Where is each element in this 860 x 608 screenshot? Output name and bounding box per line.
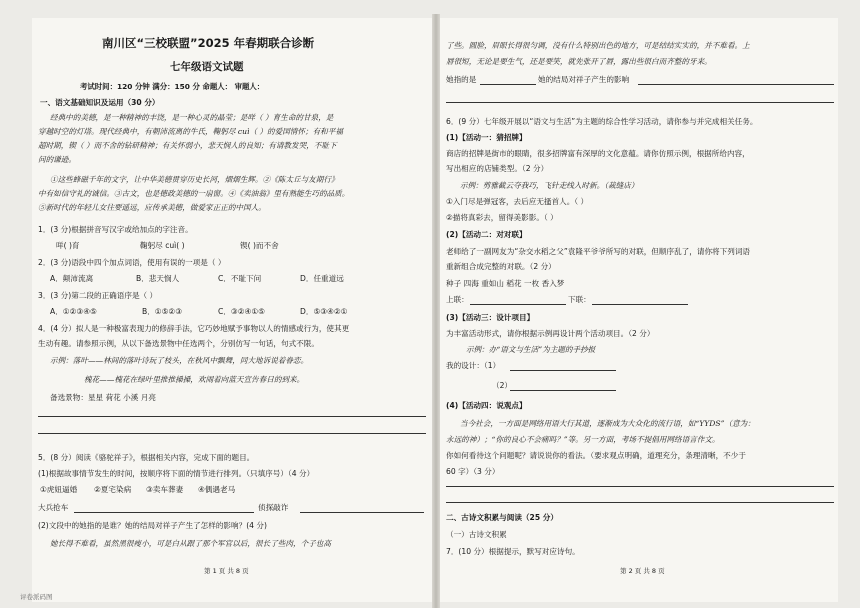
- passage-2-line: ⑤新时代的年轻儿女往要遥远，应传承美德，做爱家正正的中国人。: [38, 203, 266, 212]
- q5-item: ②夏宅染病: [94, 485, 132, 494]
- lower-couplet-label: 下联：: [568, 295, 591, 304]
- my-design-label: 我的设计：（1）: [446, 361, 501, 370]
- design-blank-1[interactable]: [510, 370, 616, 371]
- answer-line[interactable]: [446, 486, 834, 487]
- passage-2-line: ①这些蜂磁千年的文字，让中华美德贯穿历史长河，熠熠生辉。②《陈太丘与友期行》: [50, 175, 339, 184]
- activity-1-text: 商店的招牌是街市的眼睛，很多招牌富有深厚的文化意蕴。请你仿照示例，根据所给内容，: [446, 149, 750, 158]
- upper-couplet-label: 上联：: [446, 295, 469, 304]
- activity-1-example: 示例：剪雅截云夺我巧，飞针走线入时新。（裁缝店）: [460, 181, 639, 190]
- corner-mark: 评卷派码图: [20, 593, 53, 601]
- activity-3-example: 示例：办“语文与生活”为主题的手抄报: [466, 345, 596, 354]
- q5-ask2: 她的结局对祥子产生的影响: [538, 75, 630, 84]
- q5-chain-start: 大兵抢车: [38, 503, 69, 512]
- answer-line[interactable]: [38, 416, 426, 417]
- question-4: 4．(4 分）拟人是一种极富表现力的修辞手法，它巧妙地赋予事物以人的情感或行为，使其更: [38, 324, 350, 333]
- q5-ask: 她指的是: [446, 75, 477, 84]
- section-2-heading: 二、古诗文积累与阅读（25 分）: [446, 513, 558, 522]
- answer-blank[interactable]: [480, 84, 536, 85]
- question-7: 7．(10 分）根据提示，默写对应诗句。: [446, 547, 580, 556]
- activity-2-text: 重新组合成完整的对联。（2 分）: [446, 262, 556, 271]
- question-2: 2．(3 分)语段中四个加点词语，使用有误的一项是（ ）: [38, 258, 226, 267]
- q5-item: ③卖车葬妻: [146, 485, 184, 494]
- activity-4-text: 60 字）（3 分）: [446, 467, 500, 476]
- answer-blank[interactable]: [638, 84, 834, 85]
- activity-4-text: 当今社会，一方面是网络用语大行其道，逐渐成为大众化的流行语，如“YYDS”（意为：: [460, 419, 755, 428]
- subsection-heading: （一）古诗文积累: [446, 530, 507, 539]
- activity-2: (2)【活动二：对对联】: [446, 230, 527, 239]
- q2-option[interactable]: A．颠沛流离: [50, 274, 94, 283]
- exam-subtitle: 七年级语文试题: [170, 61, 244, 73]
- activity-3: (3)【活动三：设计项目】: [446, 313, 535, 322]
- chain-blank[interactable]: [300, 512, 424, 513]
- activity-1-text: 写出相应的店铺类型。（2 分）: [446, 164, 549, 173]
- passage-1-line: 经典中的美德，是一种精神的丰饶，是一种心灵的晶莹；是咩（ ）育生命的甘泉，是: [50, 113, 334, 122]
- page-1: [20, 18, 432, 602]
- passage-continued: 唇很短，无论是要生气，还是要笑，就先张开了唇，露出些很白而齐整的牙来。: [446, 57, 712, 66]
- activity-3-text: 为丰富活动形式，请你根据示例再设计两个活动项目。（2 分）: [446, 329, 655, 338]
- activity-1-item[interactable]: ①入门尽是弹冠客，去后应无搔首人。（ ）: [446, 197, 589, 206]
- activity-2-words: 种子 四海 重如山 稻花 一枚 香入梦: [446, 279, 565, 288]
- activity-4: (4)【活动四：说观点】: [446, 401, 527, 410]
- passage-2-line: 中有如信守礼的诚信。③古文，也是德政美德的一扇窗。④《卖油翁》里有熟能生巧的品质。: [38, 189, 350, 198]
- answer-line[interactable]: [446, 102, 834, 103]
- activity-1: (1)【活动一：猜招牌】: [446, 133, 527, 142]
- page-footer: 第 2 页 共 8 页: [620, 567, 665, 575]
- design-blank-2[interactable]: [510, 390, 616, 391]
- q1-item[interactable]: 鞠躬尽 cuì( ): [140, 241, 185, 250]
- question-5: 5．(8 分）阅读《骆驼祥子》，根据相关内容，完成下面的题目。: [38, 453, 255, 462]
- activity-2-text: 老师给了一副网友为“杂交水稻之父”袁隆平爷爷所写的对联，但顺序乱了，请你将下列词语: [446, 247, 751, 256]
- answer-line[interactable]: [446, 502, 834, 503]
- question-4: 生动有趣。请参照示例，从以下备选景物中任选两个，分别仿写一句话，句式不限。: [38, 339, 319, 348]
- q5-passage: 她长得不难看，虽然黑很瘦小，可是白从跟了那个军官以后，很长了些肉，个子也高: [50, 539, 331, 548]
- q2-option[interactable]: B．悲天悯人: [136, 274, 180, 283]
- q5-item: ①虎妞逼婚: [40, 485, 78, 494]
- section-1-heading: 一、语文基础知识及运用（30 分）: [40, 98, 160, 107]
- q3-option[interactable]: A．①②③④⑤: [50, 307, 97, 316]
- exam-info: 考试时间：120 分钟 满分：150 分 命题人： 审题人：: [80, 82, 265, 91]
- q3-option[interactable]: D．⑤③④②①: [300, 307, 348, 316]
- q3-option[interactable]: B．①⑤②③: [142, 307, 183, 316]
- page-footer: 第 1 页 共 8 页: [204, 567, 249, 575]
- upper-couplet-blank[interactable]: [470, 304, 566, 305]
- q2-option[interactable]: D．任重道远: [300, 274, 344, 283]
- passage-1-line: 穿越时空的灯塔。现代经典中，有朝沛流离的牛氏，鞠躬尽 cuì（ ）的爱国情怀；有和平福: [38, 127, 343, 136]
- question-6: 6．(9 分）七年级开展以“语文与生活”为主题的综合性学习活动，请你参与并完成相关任务。: [446, 117, 758, 126]
- lower-couplet-blank[interactable]: [592, 304, 688, 305]
- page-2: [440, 18, 838, 602]
- answer-line[interactable]: [38, 433, 426, 434]
- q1-item[interactable]: 锲( )而不舍: [240, 241, 279, 250]
- q4-example: 示例：落叶——林间的落叶诗玩了枝头，在秋风中飘舞，同大地诉说着眷恋。: [50, 356, 309, 365]
- passage-continued: 了些。圆脸，眉眼长得很匀调，没有什么特别出色的地方，可是结结实实的，并不难看。上: [446, 41, 750, 50]
- q2-option[interactable]: C．不耻下问: [218, 274, 262, 283]
- activity-4-text: 永远的神）；“你的良心不会痛吗？”等。另一方面，考场不提倡用网络语言作文。: [446, 435, 720, 444]
- question-1: 1．(3 分)根据拼音写汉字或给加点的字注音。: [38, 225, 193, 234]
- exam-title: 南川区“三校联盟”2025 年春期联合诊断: [102, 36, 315, 50]
- activity-4-text: 你如何看待这个问题呢？请说说你的看法。（要求观点明确，道理充分，条理清晰，不少于: [446, 451, 746, 460]
- q3-option[interactable]: C．③②④①⑤: [218, 307, 265, 316]
- activity-1-item[interactable]: ②描将真彩去，留得美影影。（ ）: [446, 213, 558, 222]
- design-2-label: （2）: [492, 381, 513, 390]
- passage-1-line: 超时期，锲（ ）而不舍的钻研精神；有关怀弱小，悲天悯人的良知；有请教发哭，不耻下: [38, 141, 337, 150]
- q5-chain-end: 侦探敲诈: [258, 503, 289, 512]
- question-5-2: (2)文段中的她指的是谁？她的结局对祥子产生了怎样的影响？(4 分): [38, 521, 267, 530]
- question-3: 3．(3 分)第二段的正确语序是（ ）: [38, 291, 158, 300]
- q1-item[interactable]: 咩( )育: [56, 241, 80, 250]
- question-5-1: (1)根据故事情节发生的时间，按顺序将下面的情节进行排列。（只填序号）（4 分）: [38, 469, 315, 478]
- q4-options: 备选景物：星星 荷花 小溪 月亮: [50, 393, 156, 402]
- chain-blank[interactable]: [74, 512, 254, 513]
- passage-1-line: 问的谦逊。: [38, 155, 76, 164]
- page-fold: [432, 14, 440, 608]
- q4-example: 槐花——槐花在绿叶里推推搡搡，欢闹着向蓝天宣告春日的到来。: [84, 375, 305, 384]
- q5-item: ④偶遇老马: [198, 485, 236, 494]
